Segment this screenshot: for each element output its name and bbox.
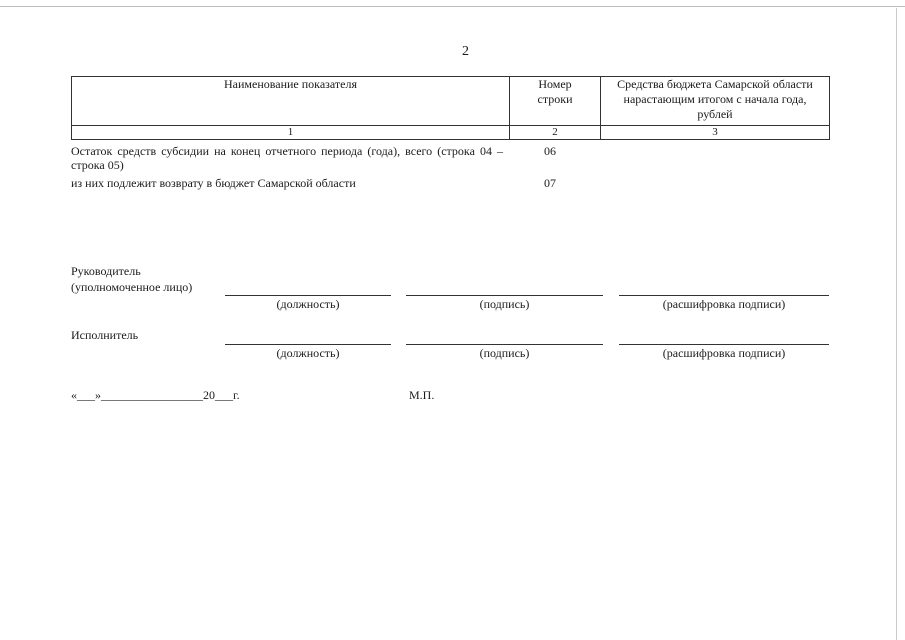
stamp-place: М.П. [409,388,435,402]
head-signature-caption: (подпись) [479,297,530,311]
executor-signature-caption: (подпись) [479,346,530,360]
page-top-border [0,6,905,7]
column-number-2: 2 [510,126,601,140]
head-authorized-label: (уполномоченное лицо) [71,280,193,294]
row-07-code: 07 [544,176,556,190]
row-07-name: из них подлежит возврату в бюджет Самарской области [71,176,356,190]
executor-decoding-caption: (расшифровка подписи) [662,346,786,360]
row-06-code: 06 [544,144,556,158]
table-column-numbers-row [72,126,830,140]
executor-position-caption: (должность) [276,346,340,360]
header-indicator-name: Наименование показателя [72,77,510,126]
column-number-3: 3 [601,126,830,140]
head-signature-line[interactable] [406,295,603,296]
executor-position-line[interactable] [225,344,391,345]
date-line[interactable]: «___»_________________20___г. [71,388,240,402]
head-position-line[interactable] [225,295,391,296]
report-table [71,76,830,140]
column-number-1: 1 [72,126,510,140]
head-decoding-line[interactable] [619,295,829,296]
header-line-number: Номер строки [510,77,601,126]
executor-decoding-line[interactable] [619,344,829,345]
header-budget-funds: Средства бюджета Самарской области нарастающим итогом с начала года, рублей [601,77,830,126]
executor-label: Исполнитель [71,328,139,342]
head-position-caption: (должность) [276,297,340,311]
head-label: Руководитель [71,264,141,278]
row-06-name: Остаток средств субсидии на конец отчетного периода (года), всего (строка 04 – строка 05) [71,144,503,172]
page-right-border [896,8,897,640]
executor-signature-line[interactable] [406,344,603,345]
page-number: 2 [462,44,469,59]
table-header-row [72,77,830,126]
head-decoding-caption: (расшифровка подписи) [662,297,786,311]
